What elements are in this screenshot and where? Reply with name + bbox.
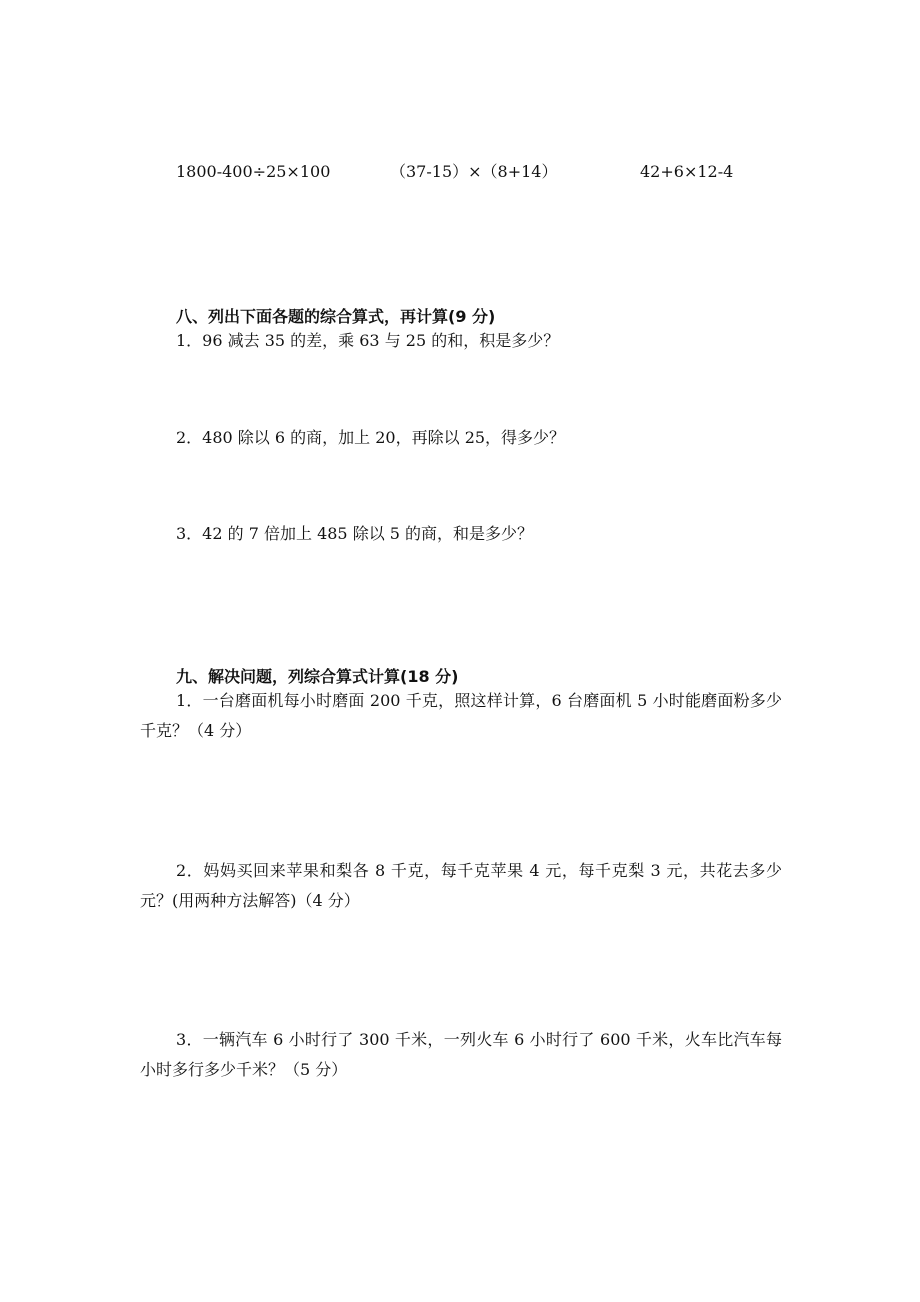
expression-1: 1800-400÷25×100 — [176, 162, 331, 181]
section-9-question-3: 3．一辆汽车 6 小时行了 300 千米，一列火车 6 小时行了 600 千米，火车比汽车每小时多行多少千米？（5 分） — [140, 1030, 782, 1079]
section-8-heading: 八、列出下面各题的综合算式，再计算(9 分) — [176, 307, 496, 326]
section-9-heading: 九、解决问题，列综合算式计算(18 分) — [176, 667, 459, 686]
section-8-question-2: 2．480 除以 6 的商，加上 20，再除以 25，得多少？ — [176, 428, 566, 447]
section-8-question-1: 1．96 减去 35 的差，乘 63 与 25 的和，积是多少？ — [176, 331, 560, 350]
section-9-question-2: 2．妈妈买回来苹果和梨各 8 千克，每千克苹果 4 元，每千克梨 3 元，共花去多少元？(用两种方法解答)（4 分） — [140, 861, 782, 910]
expression-3: 42+6×12-4 — [640, 162, 734, 181]
section-8-question-3: 3．42 的 7 倍加上 485 除以 5 的商，和是多少？ — [176, 524, 534, 543]
section-9-question-1: 1．一台磨面机每小时磨面 200 千克，照这样计算，6 台磨面机 5 小时能磨面粉多少千克？（4 分） — [140, 691, 782, 740]
expression-2: （37-15）×（8+14） — [390, 162, 558, 181]
